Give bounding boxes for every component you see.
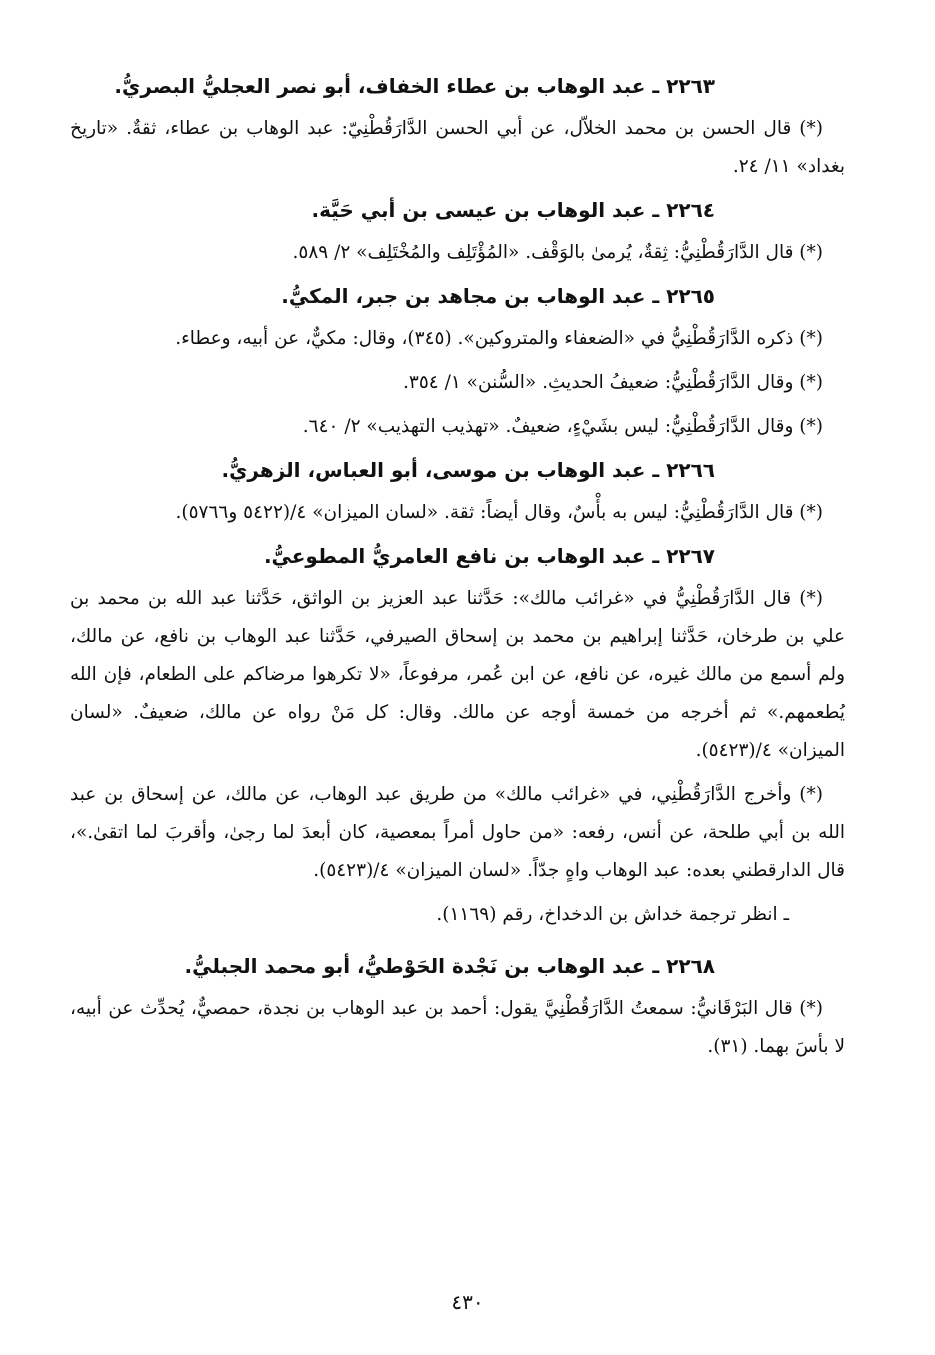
entry-heading: ٢٢٦٨ ـ عبد الوهاب بن نَجْدة الحَوْطيُّ، أبو محمد الجبليُّ. [184, 954, 715, 978]
entry-paragraph: (*) ذكره الدَّارَقُطْنِيُّ في «الضعفاء والمتروكين». (٣٤٥)، وقال: مكيٌّ، عن أبيه، وعطاء. [175, 328, 823, 349]
entry-paragraph: (*) قال البَرْقَانيُّ: سمعتُ الدَّارَقُطْنِيَّ يقول: أحمد بن عبد الوهاب بن نجدة، حمصيٌّ، يُحدِّث عن أبيه، لا بأسَ بهما. (٣١). [70, 998, 845, 1057]
entry-paragraph: (*) قال الدَّارَقُطْنِيُّ: ليس به بأْسٌ، وقال أيضاً: ثقة. «لسان الميزان» ٤/(٥٤٢٢ و٥٧٦٦). [175, 502, 823, 523]
entry-heading: ٢٢٦٦ ـ عبد الوهاب بن موسى، أبو العباس، الزهريُّ. [221, 458, 715, 482]
entry-heading: ٢٢٦٧ ـ عبد الوهاب بن نافع العامريُّ المطوعيُّ. [263, 544, 715, 568]
entry-paragraph: (*) قال الدَّارَقُطْنِيُّ في «غرائب مالك»: حَدَّثنا عبد العزيز بن الواثق، حَدَّثنا عبد الله بن محمد بن علي بن طرخان، حَدَّثنا إبراهيم بن محمد بن إسحاق الصيرفي، حَدَّثنا عبد الوهاب بن نافع، عن مالك، ولم أسمع من مالك غيره، عن نافع، عن ابن عُمر، مرفوعاً، «لا تكرهوا مرضاكم على الطعام، فإن الله يُطعمهم.» ثم أخرجه من خمسة أوجه عن مالك. وقال: كل مَنْ رواه عن مالك، ضعيفٌ. «لسان الميزان» ٤/(٥٤٢٣). [70, 588, 845, 761]
cross-reference-note: ـ انظر ترجمة خداش بن الدخداخ، رقم (١١٦٩). [436, 904, 789, 925]
entry-heading: ٢٢٦٣ ـ عبد الوهاب بن عطاء الخفاف، أبو نصر العجليُّ البصريُّ. [114, 74, 715, 98]
page-number: ٤٣٠ [451, 1290, 484, 1314]
entry-paragraph: (*) وقال الدَّارَقُطْنِيُّ: ليس بشَيْءٍ، ضعيفٌ. «تهذيب التهذيب» ٢/ ٦٤٠. [302, 416, 823, 437]
entry-paragraph: (*) قال الدَّارَقُطْنِيُّ: ثِقةٌ، يُرمىٰ بالوَقْف. «المُؤْتَلِف والمُخْتَلِف» ٢/ ٥٨٩. [292, 242, 823, 263]
entry-heading: ٢٢٦٥ ـ عبد الوهاب بن مجاهد بن جبر، المكيُّ. [281, 284, 715, 308]
entry-heading: ٢٢٦٤ ـ عبد الوهاب بن عيسى بن أبي حَيَّة. [311, 198, 715, 222]
entry-paragraph: (*) وأخرج الدَّارَقُطْنِي، في «غرائب مالك» من طريق عبد الوهاب، عن مالك، عن إسحاق بن عبد الله بن أبي طلحة، عن أنس، رفعه: «من حاول أمراً بمعصية، كان أبعدَ لما رجىٰ، وأقربَ لما اتقىٰ.»، قال الدارقطني بعده: عبد الوهاب واهٍ جدّاً. «لسان الميزان» ٤/(٥٤٢٣). [70, 784, 845, 881]
entry-paragraph: (*) وقال الدَّارَقُطْنِيُّ: ضعيفُ الحديثِ. «السُّنن» ١/ ٣٥٤. [403, 372, 823, 393]
page-body [70, 62, 845, 1072]
entry-paragraph: (*) قال الحسن بن محمد الخلاّل، عن أبي الحسن الدَّارَقُطْنِيّ: عبد الوهاب بن عطاء، ثقةٌ. «تاريخ بغداد» ١١/ ٢٤. [70, 118, 845, 177]
